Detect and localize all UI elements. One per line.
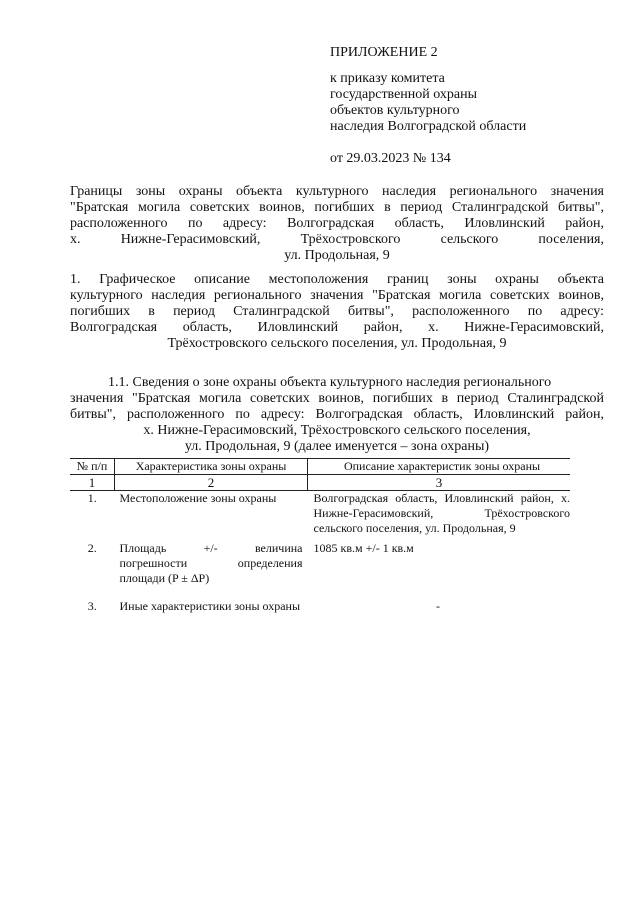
header-description: Описание характеристик зоны охраны <box>308 459 571 475</box>
table-row <box>70 541 570 599</box>
header-number: № п/п <box>70 459 115 475</box>
table-header-row <box>70 459 570 475</box>
title-line: "Братская могила советских воинов, погибших в период Сталинградской битвы", <box>70 200 604 215</box>
column-number: 2 <box>115 475 308 491</box>
row-description: Волгоградская область, Иловлинский район, х. Нижне-Герасимовский, Трёхостровского сельского поселения, ул. Продольная, 9 <box>313 491 570 535</box>
column-number: 3 <box>308 475 571 491</box>
row-number: 3. <box>87 599 97 613</box>
section-1-1-line: ул. Продольная, 9 (далее именуется – зона охраны) <box>184 439 490 454</box>
column-number: 1 <box>70 475 115 491</box>
appendix-line: государственной охраны <box>330 87 478 102</box>
appendix-date: от 29.03.2023 № 134 <box>330 151 451 166</box>
title-line: Границы зоны охраны объекта культурного наследия регионального значения <box>70 184 604 199</box>
row-characteristic: Местоположение зоны охраны <box>119 491 277 505</box>
row-number: 2. <box>87 541 97 555</box>
section-1-1 <box>70 375 604 455</box>
section-1-1-line: битвы", расположенного по адресу: Волгоградская область, Иловлинский район, <box>70 407 604 422</box>
row-description: 1085 кв.м +/- 1 кв.м <box>313 541 414 555</box>
main-title <box>70 184 604 264</box>
appendix-line: объектов культурного <box>330 103 460 118</box>
appendix-title: ПРИЛОЖЕНИЕ 2 <box>330 45 438 60</box>
row-characteristic: Иные характеристики зоны охраны <box>119 599 301 613</box>
section-1-1-line: 1.1. Сведения о зоне охраны объекта культурного наследия регионального <box>108 375 552 390</box>
section-1-line: культурного наследия регионального значения "Братская могила советских воинов, <box>70 288 604 303</box>
title-line: ул. Продольная, 9 <box>284 248 390 263</box>
row-description: - <box>436 599 440 613</box>
row-number: 1. <box>87 491 97 505</box>
section-1-1-line: значения "Братская могила советских воинов, погибших в период Сталинградской <box>70 391 604 406</box>
appendix-header <box>330 45 526 167</box>
table-column-numbers <box>70 475 570 491</box>
zone-table <box>70 458 570 614</box>
row-characteristic: Площадь +/- величина погрешности определения площади (P ± ΔP) <box>119 541 303 585</box>
title-line: расположенного по адресу: Волгоградская область, Иловлинский район, <box>70 216 604 231</box>
section-1-line: Трёхостровского сельского поселения, ул. Продольная, 9 <box>167 336 507 351</box>
appendix-line: к приказу комитета <box>330 71 445 86</box>
section-1-1-line: х. Нижне-Герасимовский, Трёхостровского сельского поселения, <box>143 423 531 438</box>
title-line: х. Нижне-Герасимовский, Трёхостровского сельского поселения, <box>70 232 604 247</box>
table-row <box>70 491 570 542</box>
section-1-line: Волгоградская область, Иловлинский район, х. Нижне-Герасимовский, <box>70 320 604 335</box>
appendix-line: наследия Волгоградской области <box>330 119 527 134</box>
section-1-line: погибших в период Сталинградской битвы", расположенного по адресу: <box>70 304 604 319</box>
section-1 <box>70 272 604 352</box>
table-row <box>70 599 570 614</box>
section-1-line: 1. Графическое описание местоположения границ зоны охраны объекта <box>70 272 604 287</box>
header-characteristic: Характеристика зоны охраны <box>115 459 308 475</box>
